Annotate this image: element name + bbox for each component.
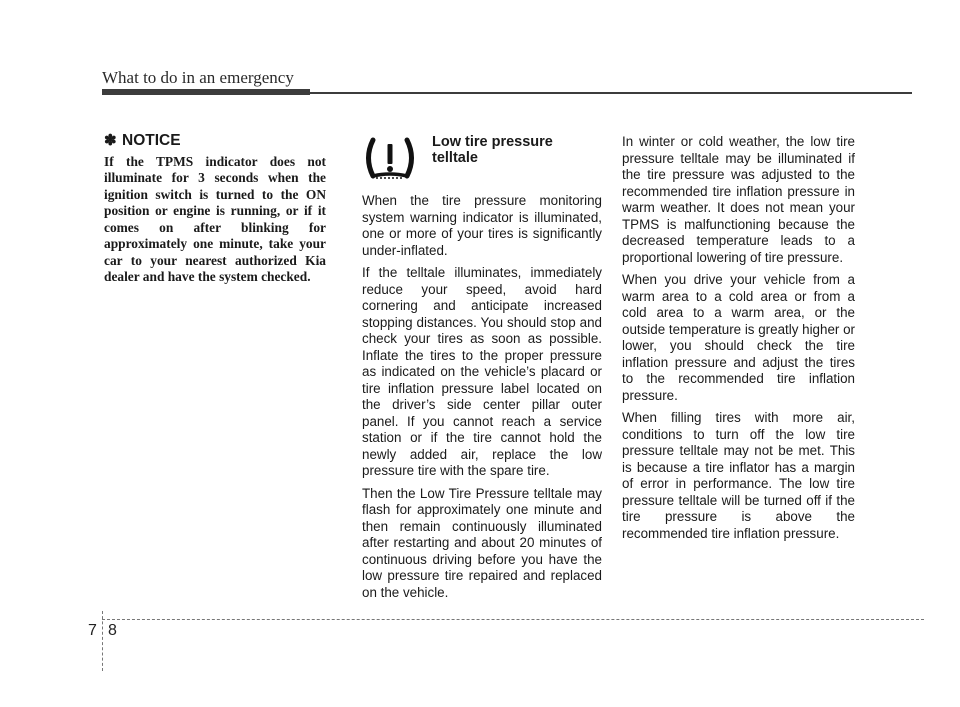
notice-heading — [104, 133, 326, 150]
footer-divider — [102, 611, 103, 671]
right-paragraph: In winter or cold weather, the low tire pressure telltale may be illuminated if the tire pressure was adjusted to the recommended tire inflation pressure in warm weather. It does not mean your TPMS is malfunctioning because the decreased temperature leads to a proportional lowering of tire pressure. — [622, 134, 855, 265]
right-paragraph: When you drive your vehicle from a warm area to a cold area or from a cold area to a warm area, or the outside temperature is greatly higher or lower, you should check the tire inflation pressure and adjust the tires to the recommended tire inflation pressure. — [622, 272, 855, 403]
notice-title: NOTICE — [122, 132, 181, 149]
notice-box — [104, 133, 326, 286]
tire-pressure-warning-icon — [364, 136, 416, 180]
notice-star-icon: ✽ — [104, 132, 117, 149]
header-rule — [310, 92, 912, 94]
right-paragraph: When filling tires with more air, conditions to turn off the low tire pressure telltale may not be met. This is because a tire inflator has a margin of error in performance. The low tire pressure telltale will be turned off if the tire pressure is above the recommended tire inflation pressure. — [622, 410, 855, 541]
notice-body: If the TPMS indicator does not illuminate for 3 seconds when the ignition switch is turned to the ON position or engine is running, or if it comes on after blinking for approximately one minute, take your car to your nearest authorized Kia dealer and have the system checked. — [104, 153, 326, 284]
telltale-paragraph: When the tire pressure monitoring system warning indicator is illuminated, one or more of your tires is significantly under-inflated. — [362, 193, 602, 258]
telltale-paragraph: If the telltale illuminates, immediately reduce your speed, avoid hard cornering and anticipate increased stopping distances. You should stop and check your tires as soon as possible. Inflate the tires to the proper pressure as indicated on the vehicle’s placard or tire inflation pressure label located on the driver’s side center pillar outer panel. If you cannot reach a service station or if the tire cannot hold the newly added air, replace the low pressure tire with the spare tire. — [362, 265, 602, 478]
section-title: What to do in an emergency — [102, 68, 294, 87]
page-number: 8 — [108, 622, 117, 639]
telltale-text — [362, 193, 602, 607]
footer-rule — [102, 619, 924, 620]
right-column-text — [622, 134, 855, 548]
chapter-number: 7 — [88, 622, 97, 639]
header-accent-bar — [102, 89, 310, 95]
telltale-paragraph: Then the Low Tire Pressure telltale may flash for approximately one minute and then remain continuously illuminated after restarting and about 20 minutes of continuous driving before you have the low pressure tire repaired and replaced on the vehicle. — [362, 485, 602, 600]
telltale-heading: Low tire pressure telltale — [432, 134, 553, 166]
